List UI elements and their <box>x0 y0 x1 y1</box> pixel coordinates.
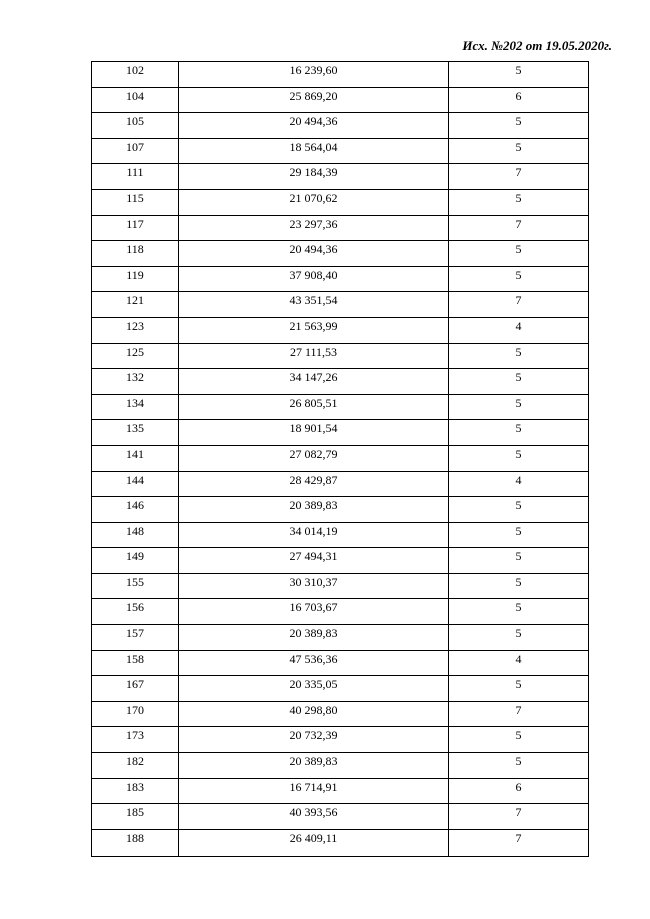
count-cell-text: 5 <box>515 754 522 769</box>
count-cell-text: 6 <box>515 88 522 103</box>
amount-cell-text: 43 351,54 <box>289 293 338 308</box>
amount-cell-text: 30 310,37 <box>289 574 338 589</box>
count-cell <box>449 445 589 471</box>
data-table <box>91 61 589 857</box>
table-row <box>92 548 589 574</box>
number-cell <box>92 753 179 779</box>
number-cell-text: 134 <box>126 395 144 410</box>
number-cell <box>92 164 179 190</box>
amount-cell <box>179 829 449 856</box>
amount-cell-text: 40 298,80 <box>289 702 338 717</box>
table-row <box>92 727 589 753</box>
count-cell-text: 5 <box>515 344 522 359</box>
table-row <box>92 189 589 215</box>
amount-cell <box>179 753 449 779</box>
amount-cell <box>179 497 449 523</box>
amount-cell <box>179 650 449 676</box>
number-cell <box>92 804 179 830</box>
number-cell-text: 141 <box>126 446 144 461</box>
amount-cell-text: 27 494,31 <box>289 549 338 564</box>
amount-cell-text: 26 409,11 <box>289 830 338 845</box>
amount-cell <box>179 676 449 702</box>
table-row <box>92 471 589 497</box>
table-row <box>92 804 589 830</box>
amount-cell-text: 34 014,19 <box>289 523 338 538</box>
number-cell-text: 115 <box>126 190 144 205</box>
number-cell-text: 158 <box>126 651 144 666</box>
amount-cell-text: 23 297,36 <box>289 216 338 231</box>
count-cell-text: 5 <box>515 370 522 385</box>
table-row <box>92 701 589 727</box>
number-cell-text: 107 <box>126 139 144 154</box>
count-cell-text: 4 <box>515 318 522 333</box>
table-row <box>92 292 589 318</box>
number-cell <box>92 113 179 139</box>
number-cell <box>92 497 179 523</box>
table-row <box>92 87 589 113</box>
amount-cell <box>179 113 449 139</box>
number-cell <box>92 548 179 574</box>
table-row <box>92 317 589 343</box>
count-cell-text: 7 <box>515 216 522 231</box>
number-cell-text: 117 <box>126 216 144 231</box>
amount-cell <box>179 215 449 241</box>
count-cell-text: 6 <box>515 779 522 794</box>
number-cell <box>92 471 179 497</box>
count-cell <box>449 650 589 676</box>
count-cell-text: 5 <box>515 114 522 129</box>
amount-cell <box>179 625 449 651</box>
table-row <box>92 445 589 471</box>
count-cell <box>449 343 589 369</box>
table-row <box>92 522 589 548</box>
number-cell <box>92 445 179 471</box>
table-row <box>92 650 589 676</box>
number-cell-text: 183 <box>126 779 144 794</box>
count-cell <box>449 829 589 856</box>
amount-cell <box>179 778 449 804</box>
number-cell-text: 167 <box>126 677 144 692</box>
amount-cell-text: 25 869,20 <box>289 88 338 103</box>
count-cell <box>449 573 589 599</box>
number-cell-text: 118 <box>126 242 144 257</box>
number-cell-text: 125 <box>126 344 144 359</box>
table-row <box>92 676 589 702</box>
count-cell <box>449 753 589 779</box>
number-cell-text: 149 <box>126 549 144 564</box>
count-cell <box>449 62 589 88</box>
amount-cell <box>179 522 449 548</box>
number-cell <box>92 189 179 215</box>
count-cell <box>449 727 589 753</box>
amount-cell <box>179 548 449 574</box>
count-cell <box>449 87 589 113</box>
number-cell-text: 170 <box>126 702 144 717</box>
amount-cell-text: 47 536,36 <box>289 651 338 666</box>
amount-cell-text: 21 070,62 <box>289 190 338 205</box>
count-cell <box>449 625 589 651</box>
count-cell-text: 4 <box>515 472 522 487</box>
table-row <box>92 164 589 190</box>
count-cell <box>449 138 589 164</box>
table-body <box>92 62 589 857</box>
table-row <box>92 266 589 292</box>
amount-cell <box>179 343 449 369</box>
table-row <box>92 599 589 625</box>
count-cell <box>449 676 589 702</box>
count-cell-text: 5 <box>515 421 522 436</box>
count-cell <box>449 113 589 139</box>
amount-cell <box>179 420 449 446</box>
number-cell <box>92 650 179 676</box>
amount-cell-text: 18 564,04 <box>289 139 338 154</box>
count-cell-text: 7 <box>515 165 522 180</box>
table-row <box>92 113 589 139</box>
table-row <box>92 625 589 651</box>
number-cell <box>92 343 179 369</box>
number-cell-text: 105 <box>126 114 144 129</box>
number-cell-text: 155 <box>126 574 144 589</box>
count-cell-text: 5 <box>515 549 522 564</box>
amount-cell <box>179 266 449 292</box>
number-cell-text: 111 <box>126 165 144 180</box>
number-cell <box>92 138 179 164</box>
count-cell <box>449 394 589 420</box>
count-cell-text: 5 <box>515 728 522 743</box>
amount-cell <box>179 727 449 753</box>
amount-cell-text: 29 184,39 <box>289 165 338 180</box>
amount-cell <box>179 292 449 318</box>
number-cell-text: 185 <box>126 805 144 820</box>
number-cell <box>92 599 179 625</box>
amount-cell-text: 16 703,67 <box>289 600 338 615</box>
number-cell <box>92 317 179 343</box>
table-row <box>92 138 589 164</box>
amount-cell-text: 20 732,39 <box>289 728 338 743</box>
count-cell <box>449 804 589 830</box>
number-cell <box>92 420 179 446</box>
amount-cell-text: 20 494,36 <box>289 242 338 257</box>
amount-cell <box>179 87 449 113</box>
amount-cell-text: 27 111,53 <box>289 344 338 359</box>
table-row <box>92 343 589 369</box>
number-cell-text: 132 <box>126 370 144 385</box>
number-cell <box>92 394 179 420</box>
amount-cell <box>179 701 449 727</box>
count-cell <box>449 701 589 727</box>
number-cell-text: 156 <box>126 600 144 615</box>
amount-cell-text: 16 714,91 <box>289 779 338 794</box>
amount-cell-text: 20 389,83 <box>289 498 338 513</box>
table-row <box>92 369 589 395</box>
count-cell-text: 5 <box>515 574 522 589</box>
number-cell <box>92 215 179 241</box>
table-row <box>92 420 589 446</box>
count-cell-text: 5 <box>515 523 522 538</box>
document-reference: Исх. №202 от 19.05.2020г. <box>462 38 612 53</box>
count-cell <box>449 778 589 804</box>
number-cell <box>92 676 179 702</box>
number-cell-text: 146 <box>126 498 144 513</box>
count-cell <box>449 317 589 343</box>
count-cell <box>449 369 589 395</box>
amount-cell <box>179 471 449 497</box>
count-cell <box>449 189 589 215</box>
number-cell <box>92 829 179 856</box>
number-cell-text: 148 <box>126 523 144 538</box>
count-cell <box>449 241 589 267</box>
amount-cell-text: 26 805,51 <box>289 395 338 410</box>
number-cell-text: 135 <box>126 421 144 436</box>
number-cell-text: 173 <box>126 728 144 743</box>
amount-cell-text: 18 901,54 <box>289 421 338 436</box>
count-cell <box>449 266 589 292</box>
table-row <box>92 215 589 241</box>
number-cell-text: 157 <box>126 626 144 641</box>
count-cell-text: 5 <box>515 267 522 282</box>
amount-cell <box>179 394 449 420</box>
count-cell <box>449 215 589 241</box>
table-row <box>92 241 589 267</box>
number-cell-text: 104 <box>126 88 144 103</box>
number-cell-text: 123 <box>126 318 144 333</box>
amount-cell-text: 40 393,56 <box>289 805 338 820</box>
amount-cell <box>179 62 449 88</box>
count-cell <box>449 164 589 190</box>
count-cell-text: 5 <box>515 600 522 615</box>
amount-cell <box>179 317 449 343</box>
count-cell-text: 5 <box>515 498 522 513</box>
count-cell-text: 7 <box>515 702 522 717</box>
amount-cell <box>179 445 449 471</box>
amount-cell-text: 37 908,40 <box>289 267 338 282</box>
count-cell-text: 5 <box>515 626 522 641</box>
count-cell-text: 5 <box>515 190 522 205</box>
amount-cell-text: 20 335,05 <box>289 677 338 692</box>
count-cell-text: 5 <box>515 677 522 692</box>
number-cell <box>92 266 179 292</box>
number-cell <box>92 522 179 548</box>
number-cell <box>92 87 179 113</box>
number-cell <box>92 573 179 599</box>
number-cell-text: 102 <box>126 63 144 77</box>
number-cell <box>92 369 179 395</box>
amount-cell-text: 34 147,26 <box>289 370 338 385</box>
amount-cell-text: 20 389,83 <box>289 754 338 769</box>
amount-cell-text: 20 389,83 <box>289 626 338 641</box>
amount-cell <box>179 189 449 215</box>
count-cell-text: 5 <box>515 395 522 410</box>
count-cell-text: 7 <box>515 830 522 845</box>
table-row <box>92 62 589 88</box>
number-cell-text: 188 <box>126 830 144 845</box>
table-row <box>92 778 589 804</box>
number-cell <box>92 292 179 318</box>
amount-cell <box>179 804 449 830</box>
count-cell-text: 5 <box>515 63 522 77</box>
count-cell <box>449 522 589 548</box>
table-row <box>92 829 589 856</box>
count-cell-text: 5 <box>515 446 522 461</box>
number-cell-text: 182 <box>126 754 144 769</box>
amount-cell <box>179 164 449 190</box>
count-cell <box>449 548 589 574</box>
table-row <box>92 497 589 523</box>
number-cell-text: 121 <box>126 293 144 308</box>
number-cell <box>92 701 179 727</box>
number-cell <box>92 62 179 88</box>
number-cell <box>92 727 179 753</box>
amount-cell <box>179 599 449 625</box>
number-cell-text: 144 <box>126 472 144 487</box>
count-cell-text: 7 <box>515 293 522 308</box>
count-cell <box>449 497 589 523</box>
number-cell <box>92 625 179 651</box>
count-cell-text: 5 <box>515 139 522 154</box>
number-cell-text: 119 <box>126 267 144 282</box>
number-cell <box>92 241 179 267</box>
count-cell <box>449 292 589 318</box>
amount-cell-text: 28 429,87 <box>289 472 338 487</box>
count-cell-text: 4 <box>515 651 522 666</box>
count-cell <box>449 599 589 625</box>
amount-cell <box>179 369 449 395</box>
amount-cell <box>179 573 449 599</box>
amount-cell-text: 21 563,99 <box>289 318 338 333</box>
table-row <box>92 573 589 599</box>
count-cell <box>449 471 589 497</box>
amount-cell-text: 16 239,60 <box>289 63 338 77</box>
amount-cell <box>179 138 449 164</box>
amount-cell <box>179 241 449 267</box>
amount-cell-text: 27 082,79 <box>289 446 338 461</box>
number-cell <box>92 778 179 804</box>
amount-cell-text: 20 494,36 <box>289 114 338 129</box>
count-cell-text: 7 <box>515 805 522 820</box>
count-cell-text: 5 <box>515 242 522 257</box>
count-cell <box>449 420 589 446</box>
table-row <box>92 753 589 779</box>
table-row <box>92 394 589 420</box>
